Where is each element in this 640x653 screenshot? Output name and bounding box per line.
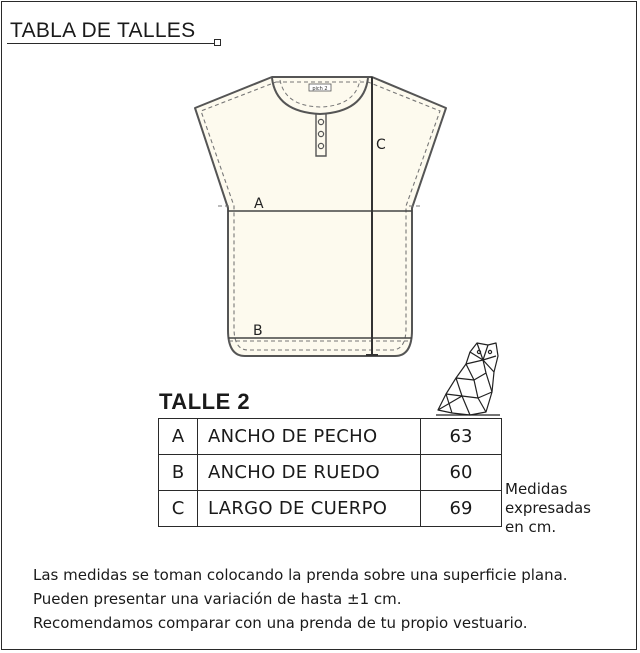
units-note — [505, 480, 591, 537]
measure-label-b: B — [253, 323, 263, 339]
units-note-line: expresadas — [505, 499, 591, 517]
row-value: 63 — [421, 419, 502, 455]
page-title: TABLA DE TALLES — [10, 19, 196, 42]
units-note-line: en cm. — [505, 518, 557, 536]
measure-label-c: C — [376, 137, 386, 153]
owl-logo-icon — [436, 343, 500, 415]
button-1 — [318, 119, 323, 124]
table-row — [159, 491, 502, 527]
row-key: C — [159, 491, 198, 527]
measurement-notes — [33, 563, 568, 635]
row-value: 69 — [421, 491, 502, 527]
note-line: Recomendamos comparar con una prenda de tu propio vestuario. — [33, 614, 528, 632]
table-row — [159, 455, 502, 491]
row-key: B — [159, 455, 198, 491]
row-measure-name: ANCHO DE PECHO — [198, 419, 421, 455]
button-2 — [318, 131, 323, 136]
size-table — [158, 418, 502, 527]
size-heading: TALLE 2 — [159, 389, 251, 414]
note-line: Las medidas se toman colocando la prenda sobre una superficie plana. — [33, 566, 568, 584]
row-measure-name: ANCHO DE RUEDO — [198, 455, 421, 491]
measure-label-a: A — [254, 196, 264, 212]
table-row — [159, 419, 502, 455]
label-tag-text: pich 2 — [312, 86, 328, 92]
button-3 — [318, 143, 323, 148]
row-value: 60 — [421, 455, 502, 491]
row-key: A — [159, 419, 198, 455]
note-line: Pueden presentar una variación de hasta ±1 cm. — [33, 590, 402, 608]
row-measure-name: LARGO DE CUERPO — [198, 491, 421, 527]
units-note-line: Medidas — [505, 480, 568, 498]
